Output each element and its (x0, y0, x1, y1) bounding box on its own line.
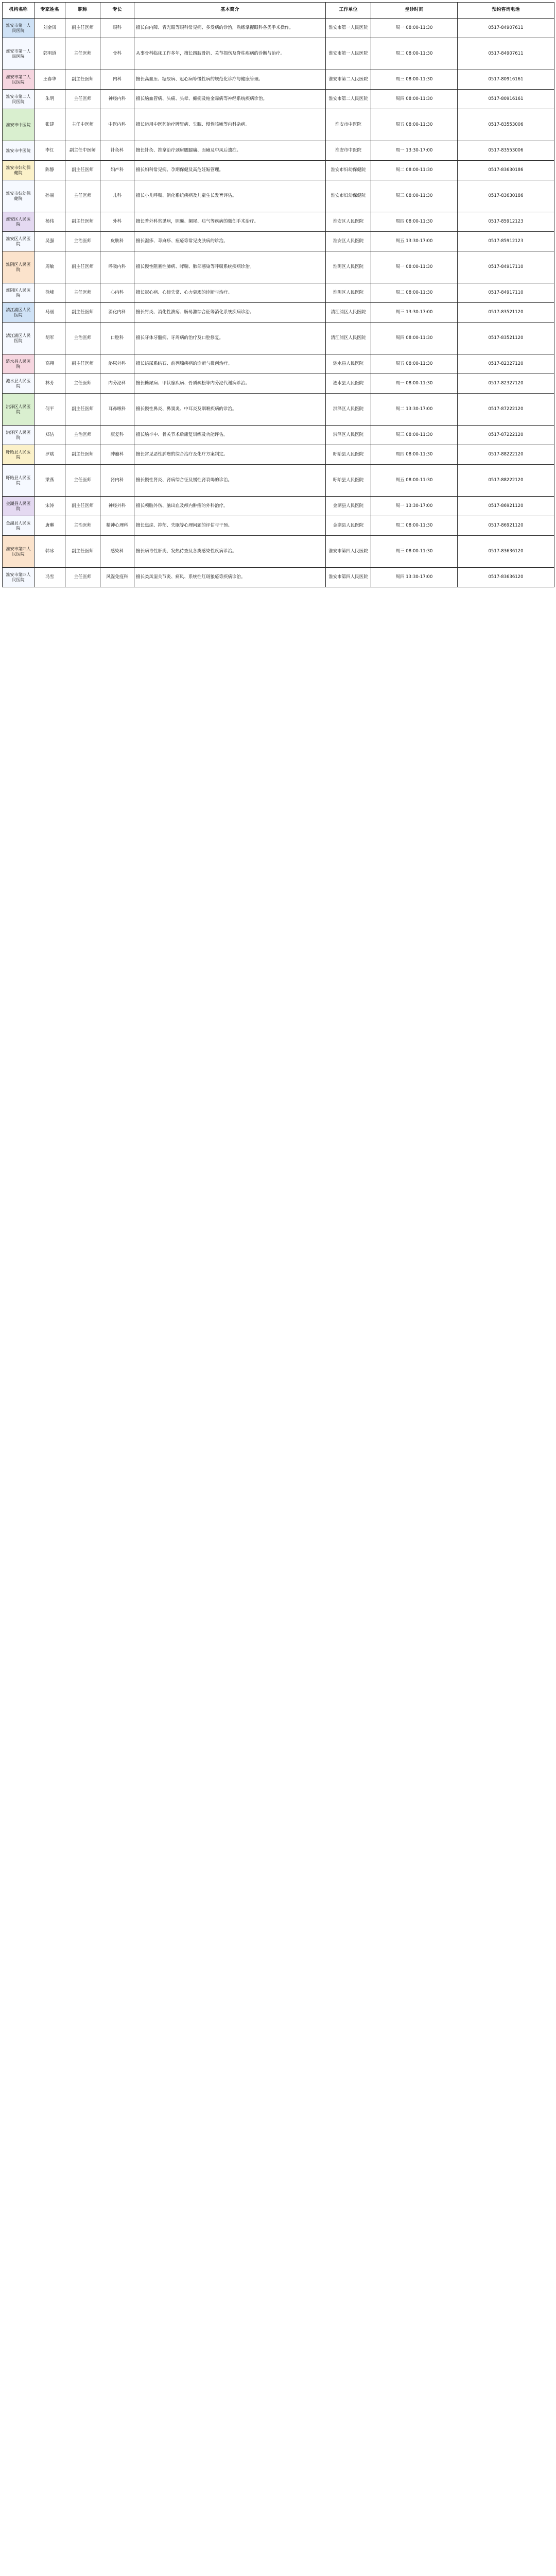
cell-title: 副主任医师 (65, 212, 100, 232)
cell-expert-name: 马丽 (34, 303, 65, 323)
cell-institution: 淮阴区人民医院 (3, 251, 34, 283)
cell-expert-name: 张建 (34, 109, 65, 141)
cell-work-unit: 淮安市妇幼保健院 (326, 180, 371, 212)
cell-phone: 0517-84907611 (458, 38, 554, 70)
cell-bio: 擅长脑卒中、骨关节术后康复训练及功能评估。 (134, 426, 326, 445)
cell-institution: 金湖县人民医院 (3, 516, 34, 536)
cell-specialty: 外科 (100, 212, 134, 232)
cell-title: 副主任医师 (65, 19, 100, 38)
cell-work-unit: 淮安市妇幼保健院 (326, 161, 371, 180)
cell-work-unit: 涟水县人民医院 (326, 354, 371, 374)
cell-clinic-time: 周四 08:00-11:30 (371, 212, 458, 232)
cell-bio: 擅长焦虑、抑郁、失眠等心理问题的评估与干预。 (134, 516, 326, 536)
cell-institution: 淮安市第一人民医院 (3, 38, 34, 70)
cell-bio: 擅长糖尿病、甲状腺疾病、骨质疏松等内分泌代谢病诊治。 (134, 374, 326, 394)
cell-phone: 0517-83636120 (458, 536, 554, 568)
cell-specialty: 口腔科 (100, 323, 134, 354)
cell-institution: 淮安区人民医院 (3, 212, 34, 232)
cell-specialty: 神经内科 (100, 90, 134, 109)
cell-bio: 擅长运用中医药治疗脾胃病、失眠、慢性咳嗽等内科杂病。 (134, 109, 326, 141)
cell-institution: 盱眙县人民医院 (3, 465, 34, 497)
cell-expert-name: 杨伟 (34, 212, 65, 232)
cell-expert-name: 周敏 (34, 251, 65, 283)
table-row (3, 109, 554, 141)
cell-title: 副主任医师 (65, 394, 100, 426)
table-row (3, 251, 554, 283)
cell-phone: 0517-85912123 (458, 232, 554, 251)
cell-bio: 擅长慢性肾炎、肾病综合征及慢性肾衰竭的诊治。 (134, 465, 326, 497)
cell-specialty: 精神心理科 (100, 516, 134, 536)
cell-expert-name: 陈静 (34, 161, 65, 180)
cell-clinic-time: 周五 08:00-11:30 (371, 465, 458, 497)
table-row (3, 497, 554, 516)
cell-specialty: 泌尿外科 (100, 354, 134, 374)
cell-institution: 涟水县人民医院 (3, 374, 34, 394)
cell-title: 主任医师 (65, 283, 100, 303)
table-row (3, 90, 554, 109)
cell-specialty: 肿瘤科 (100, 445, 134, 465)
cell-institution: 淮安市第四人民医院 (3, 536, 34, 568)
cell-bio: 擅长泌尿系结石、前列腺疾病的诊断与微创治疗。 (134, 354, 326, 374)
cell-clinic-time: 周五 08:00-11:30 (371, 109, 458, 141)
cell-work-unit: 金湖县人民医院 (326, 497, 371, 516)
cell-work-unit: 涟水县人民医院 (326, 374, 371, 394)
cell-title: 主任医师 (65, 465, 100, 497)
cell-specialty: 内分泌科 (100, 374, 134, 394)
table-row (3, 70, 554, 90)
cell-expert-name: 罗斌 (34, 445, 65, 465)
cell-title: 主任医师 (65, 568, 100, 587)
cell-bio: 擅长颅脑外伤、脑出血及颅内肿瘤的外科治疗。 (134, 497, 326, 516)
cell-institution: 淮安市中医院 (3, 141, 34, 161)
cell-phone: 0517-86921120 (458, 516, 554, 536)
cell-title: 副主任中医师 (65, 141, 100, 161)
cell-institution: 洪泽区人民医院 (3, 394, 34, 426)
cell-bio: 从事骨科临床工作多年，擅长四肢骨折、关节损伤及脊柱疾病的诊断与治疗。 (134, 38, 326, 70)
cell-specialty: 儿科 (100, 180, 134, 212)
cell-work-unit: 淮安市第二人民医院 (326, 90, 371, 109)
cell-clinic-time: 周四 13:30-17:00 (371, 568, 458, 587)
cell-title: 主治医师 (65, 232, 100, 251)
cell-phone: 0517-84907611 (458, 19, 554, 38)
cell-institution: 淮阴区人民医院 (3, 283, 34, 303)
cell-phone: 0517-88222120 (458, 465, 554, 497)
cell-specialty: 皮肤科 (100, 232, 134, 251)
cell-title: 主任医师 (65, 374, 100, 394)
cell-title: 副主任医师 (65, 445, 100, 465)
cell-institution: 淮安市妇幼保健院 (3, 161, 34, 180)
cell-expert-name: 徐峰 (34, 283, 65, 303)
cell-specialty: 肾内科 (100, 465, 134, 497)
expert-schedule-sheet (2, 2, 554, 587)
cell-phone: 0517-84917110 (458, 283, 554, 303)
cell-expert-name: 吴强 (34, 232, 65, 251)
cell-expert-name: 郭明道 (34, 38, 65, 70)
cell-specialty: 骨科 (100, 38, 134, 70)
cell-institution: 淮安市妇幼保健院 (3, 180, 34, 212)
cell-phone: 0517-87222120 (458, 394, 554, 426)
cell-phone: 0517-86921120 (458, 497, 554, 516)
table-row (3, 180, 554, 212)
cell-clinic-time: 周二 08:00-11:30 (371, 516, 458, 536)
cell-specialty: 耳鼻喉科 (100, 394, 134, 426)
header-specialty: 专长 (100, 3, 134, 19)
table-row (3, 445, 554, 465)
cell-expert-name: 何平 (34, 394, 65, 426)
cell-phone: 0517-88222120 (458, 445, 554, 465)
cell-specialty: 感染科 (100, 536, 134, 568)
cell-work-unit: 淮安市中医院 (326, 141, 371, 161)
cell-expert-name: 唐琳 (34, 516, 65, 536)
table-header (3, 3, 554, 19)
cell-specialty: 中医内科 (100, 109, 134, 141)
cell-institution: 涟水县人民医院 (3, 354, 34, 374)
cell-work-unit: 盱眙县人民医院 (326, 465, 371, 497)
table-row (3, 19, 554, 38)
cell-phone: 0517-83553006 (458, 109, 554, 141)
table-body (3, 19, 554, 587)
cell-specialty: 消化内科 (100, 303, 134, 323)
header-work-unit: 工作单位 (326, 3, 371, 19)
table-row (3, 465, 554, 497)
cell-phone: 0517-82327120 (458, 374, 554, 394)
cell-specialty: 心内科 (100, 283, 134, 303)
cell-specialty: 康复科 (100, 426, 134, 445)
cell-specialty: 内科 (100, 70, 134, 90)
cell-title: 主任医师 (65, 90, 100, 109)
cell-specialty: 针灸科 (100, 141, 134, 161)
cell-expert-name: 宋涛 (34, 497, 65, 516)
cell-specialty: 眼科 (100, 19, 134, 38)
cell-title: 副主任医师 (65, 536, 100, 568)
cell-clinic-time: 周一 08:00-11:30 (371, 374, 458, 394)
cell-work-unit: 淮安市第二人民医院 (326, 70, 371, 90)
cell-phone: 0517-83630186 (458, 180, 554, 212)
header-expert-name: 专家姓名 (34, 3, 65, 19)
table-row (3, 426, 554, 445)
cell-institution: 淮安区人民医院 (3, 232, 34, 251)
cell-expert-name: 梁燕 (34, 465, 65, 497)
cell-institution: 清江浦区人民医院 (3, 303, 34, 323)
cell-bio: 擅长妇科常见病、孕期保健及高危妊娠管理。 (134, 161, 326, 180)
table-row (3, 232, 554, 251)
cell-bio: 擅长针灸、推拿治疗颈肩腰腿痛、面瘫及中风后遗症。 (134, 141, 326, 161)
table-row (3, 161, 554, 180)
cell-work-unit: 淮安市中医院 (326, 109, 371, 141)
expert-table (2, 2, 554, 587)
cell-bio: 擅长慢性鼻炎、鼻窦炎、中耳炎及咽喉疾病的诊治。 (134, 394, 326, 426)
table-row (3, 516, 554, 536)
cell-bio: 擅长冠心病、心律失常、心力衰竭的诊断与治疗。 (134, 283, 326, 303)
table-row (3, 283, 554, 303)
cell-phone: 0517-83630186 (458, 161, 554, 180)
cell-bio: 擅长高血压、糖尿病、冠心病等慢性病的规范化诊疗与健康管理。 (134, 70, 326, 90)
cell-clinic-time: 周二 08:00-11:30 (371, 38, 458, 70)
cell-work-unit: 淮安市第一人民医院 (326, 19, 371, 38)
cell-title: 主治医师 (65, 426, 100, 445)
cell-clinic-time: 周二 08:00-11:30 (371, 161, 458, 180)
table-row (3, 354, 554, 374)
header-phone: 预约咨询电话 (458, 3, 554, 19)
cell-clinic-time: 周五 08:00-11:30 (371, 354, 458, 374)
cell-clinic-time: 周一 08:00-11:30 (371, 251, 458, 283)
cell-title: 副主任医师 (65, 354, 100, 374)
cell-title: 副主任医师 (65, 161, 100, 180)
cell-clinic-time: 周四 08:00-11:30 (371, 90, 458, 109)
cell-title: 主任中医师 (65, 109, 100, 141)
cell-expert-name: 王春华 (34, 70, 65, 90)
cell-phone: 0517-83636120 (458, 568, 554, 587)
cell-expert-name: 冯雪 (34, 568, 65, 587)
cell-bio: 擅长胃炎、消化性溃疡、肠易激综合征等消化系统疾病诊治。 (134, 303, 326, 323)
cell-clinic-time: 周二 13:30-17:00 (371, 394, 458, 426)
cell-institution: 盱眙县人民医院 (3, 445, 34, 465)
cell-title: 副主任医师 (65, 497, 100, 516)
cell-institution: 淮安市中医院 (3, 109, 34, 141)
cell-title: 副主任医师 (65, 303, 100, 323)
cell-work-unit: 淮安市第一人民医院 (326, 38, 371, 70)
cell-bio: 擅长脑血管病、头痛、头晕、癫痫及帕金森病等神经系统疾病诊治。 (134, 90, 326, 109)
cell-work-unit: 盱眙县人民医院 (326, 445, 371, 465)
cell-bio: 擅长类风湿关节炎、痛风、系统性红斑狼疮等疾病诊治。 (134, 568, 326, 587)
cell-clinic-time: 周二 08:00-11:30 (371, 283, 458, 303)
cell-institution: 淮安市第二人民医院 (3, 70, 34, 90)
header-clinic-time: 坐诊时间 (371, 3, 458, 19)
cell-clinic-time: 周三 08:00-11:30 (371, 180, 458, 212)
cell-phone: 0517-82327120 (458, 354, 554, 374)
cell-clinic-time: 周四 08:00-11:30 (371, 445, 458, 465)
cell-expert-name: 林芳 (34, 374, 65, 394)
cell-expert-name: 孙丽 (34, 180, 65, 212)
cell-specialty: 呼吸内科 (100, 251, 134, 283)
cell-phone: 0517-83521120 (458, 323, 554, 354)
cell-institution: 金湖县人民医院 (3, 497, 34, 516)
cell-title: 主治医师 (65, 323, 100, 354)
cell-work-unit: 清江浦区人民医院 (326, 323, 371, 354)
cell-work-unit: 淮阴区人民医院 (326, 283, 371, 303)
cell-bio: 擅长白内障、青光眼等眼科常见病、多发病的诊治，熟练掌握眼科各类手术操作。 (134, 19, 326, 38)
table-row (3, 374, 554, 394)
cell-expert-name: 李红 (34, 141, 65, 161)
cell-clinic-time: 周三 08:00-11:30 (371, 536, 458, 568)
cell-phone: 0517-83521120 (458, 303, 554, 323)
table-row (3, 212, 554, 232)
cell-work-unit: 淮安区人民医院 (326, 232, 371, 251)
cell-expert-name: 朱明 (34, 90, 65, 109)
cell-clinic-time: 周三 08:00-11:30 (371, 426, 458, 445)
table-row (3, 568, 554, 587)
cell-phone: 0517-87222120 (458, 426, 554, 445)
cell-specialty: 神经外科 (100, 497, 134, 516)
cell-bio: 擅长普外科常见病，胆囊、阑尾、疝气等疾病的微创手术治疗。 (134, 212, 326, 232)
cell-clinic-time: 周三 08:00-11:30 (371, 70, 458, 90)
cell-expert-name: 高翔 (34, 354, 65, 374)
cell-bio: 擅长病毒性肝炎、发热待查及各类感染性疾病诊治。 (134, 536, 326, 568)
cell-bio: 擅长湿疹、荨麻疹、痤疮等常见皮肤病的诊治。 (134, 232, 326, 251)
cell-bio: 擅长慢性阻塞性肺病、哮喘、肺部感染等呼吸系统疾病诊治。 (134, 251, 326, 283)
table-row (3, 303, 554, 323)
cell-phone: 0517-85912123 (458, 212, 554, 232)
cell-title: 主治医师 (65, 516, 100, 536)
cell-expert-name: 刘金凤 (34, 19, 65, 38)
header-bio: 基本简介 (134, 3, 326, 19)
cell-bio: 擅长小儿呼吸、消化系统疾病及儿童生长发育评估。 (134, 180, 326, 212)
cell-specialty: 妇产科 (100, 161, 134, 180)
cell-work-unit: 金湖县人民医院 (326, 516, 371, 536)
cell-institution: 淮安市第一人民医院 (3, 19, 34, 38)
table-row (3, 38, 554, 70)
cell-clinic-time: 周一 13:30-17:00 (371, 141, 458, 161)
cell-institution: 洪泽区人民医院 (3, 426, 34, 445)
cell-title: 副主任医师 (65, 251, 100, 283)
cell-phone: 0517-83553006 (458, 141, 554, 161)
cell-title: 主任医师 (65, 180, 100, 212)
cell-title: 副主任医师 (65, 70, 100, 90)
cell-bio: 擅长常见恶性肿瘤的综合治疗及化疗方案制定。 (134, 445, 326, 465)
header-institution: 机构名称 (3, 3, 34, 19)
cell-work-unit: 洪泽区人民医院 (326, 394, 371, 426)
cell-institution: 清江浦区人民医院 (3, 323, 34, 354)
cell-phone: 0517-80916161 (458, 70, 554, 90)
table-row (3, 536, 554, 568)
cell-clinic-time: 周一 13:30-17:00 (371, 497, 458, 516)
cell-institution: 淮安市第二人民医院 (3, 90, 34, 109)
cell-work-unit: 淮安市第四人民医院 (326, 536, 371, 568)
cell-phone: 0517-84917110 (458, 251, 554, 283)
table-row (3, 394, 554, 426)
cell-work-unit: 淮阴区人民医院 (326, 251, 371, 283)
cell-clinic-time: 周三 13:30-17:00 (371, 303, 458, 323)
cell-bio: 擅长牙体牙髓病、牙周病的治疗及口腔修复。 (134, 323, 326, 354)
cell-title: 主任医师 (65, 38, 100, 70)
cell-work-unit: 淮安市第四人民医院 (326, 568, 371, 587)
cell-work-unit: 洪泽区人民医院 (326, 426, 371, 445)
cell-expert-name: 郑洁 (34, 426, 65, 445)
cell-expert-name: 胡军 (34, 323, 65, 354)
table-row (3, 141, 554, 161)
header-title: 职称 (65, 3, 100, 19)
cell-clinic-time: 周四 08:00-11:30 (371, 323, 458, 354)
cell-clinic-time: 周一 08:00-11:30 (371, 19, 458, 38)
cell-work-unit: 清江浦区人民医院 (326, 303, 371, 323)
cell-work-unit: 淮安区人民医院 (326, 212, 371, 232)
table-row (3, 323, 554, 354)
cell-phone: 0517-80916161 (458, 90, 554, 109)
cell-expert-name: 韩冰 (34, 536, 65, 568)
cell-institution: 淮安市第四人民医院 (3, 568, 34, 587)
cell-clinic-time: 周五 13:30-17:00 (371, 232, 458, 251)
cell-specialty: 风湿免疫科 (100, 568, 134, 587)
